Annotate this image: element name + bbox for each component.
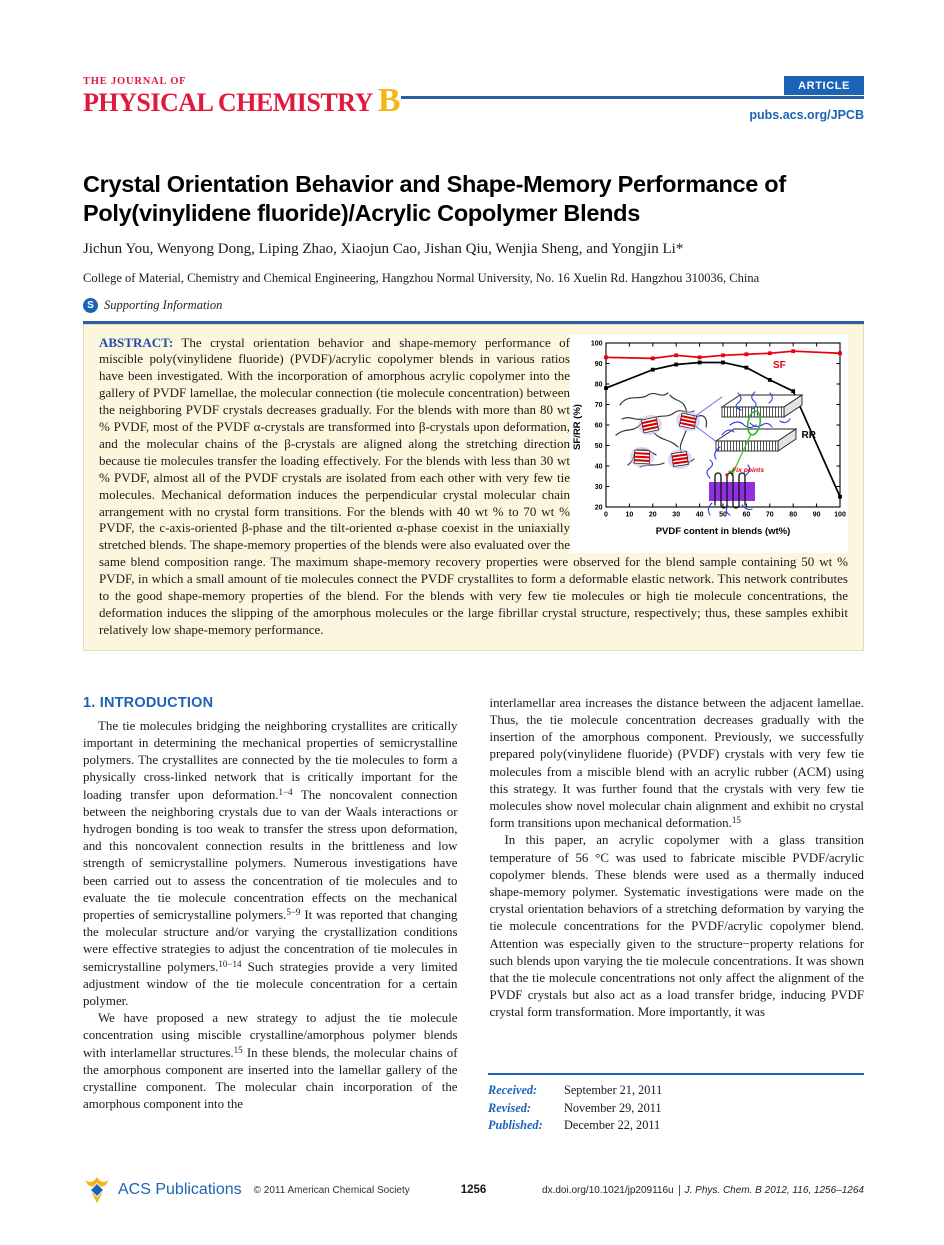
svg-text:80: 80 (594, 380, 603, 388)
published-label: Published: (488, 1118, 543, 1133)
article-title-line2: Poly(vinylidene fluoride)/Acrylic Copolymer Blends (83, 200, 640, 226)
fix-points-label: Fix points (732, 466, 765, 474)
svg-text:50: 50 (594, 442, 603, 450)
reference-superscript: 15 (233, 1044, 243, 1055)
supporting-information-link[interactable] (83, 298, 864, 313)
reference-superscript: 1−4 (278, 786, 293, 797)
intro-paragraph-1 (83, 718, 458, 1010)
svg-text:60: 60 (742, 511, 751, 518)
revised-label: Revised: (488, 1100, 532, 1115)
received-label: Received: (488, 1083, 538, 1098)
received-date: September 21, 2011 (564, 1083, 663, 1098)
article-badge: ARTICLE (784, 76, 864, 95)
svg-text:80: 80 (789, 511, 798, 518)
intro-p1-text: It was reported that changing the molecular structure and/or varying the crystallization conditions were effective strategies to adjust the concentration of tie molecules in semicrystalline polymers. (83, 908, 458, 974)
svg-text:30: 30 (594, 483, 603, 491)
received-row (488, 1082, 864, 1100)
svg-text:20: 20 (648, 511, 657, 518)
svg-text:50: 50 (719, 511, 727, 518)
intro-paragraph-2 (83, 1010, 458, 1113)
article-title-line1: Crystal Orientation Behavior and Shape-Memory Performance of (83, 171, 786, 197)
chart-inset-illustrations (616, 392, 802, 515)
masthead-rule (401, 96, 864, 99)
revised-date: November 29, 2011 (564, 1100, 662, 1115)
affiliation-line: College of Material, Chemistry and Chemical Engineering, Hangzhou Normal University, No. 16 Xuelin Rd. Hangzhou 310036, China (83, 271, 760, 285)
intro-p3-text: interlamellar area increases the distance between the adjacent lamellae. Thus, the tie molecule concentration decreases gradually with the insertion of the amorphous component. Previously, we successfully prepared poly(vinylidene fluoride) (PVDF) crystals with very few tie molecules from a miscible blend with an acrylic rubber (ACM) using this strategy. It was further found that the crystals with very few tie molecules show novel molecular chain alignment and exhibit no crystal form transitions upon mechanical deformation. (489, 695, 864, 831)
svg-text:60: 60 (594, 421, 603, 429)
svg-text:90: 90 (594, 360, 603, 368)
supporting-info-label: Supporting Information (104, 298, 223, 312)
abstract-section (83, 324, 864, 651)
intro-paragraph-4 (490, 832, 865, 1021)
introduction-section (83, 695, 864, 1141)
svg-text:20: 20 (594, 503, 603, 511)
svg-text:40: 40 (695, 511, 704, 518)
journal-logo-line1: THE JOURNAL OF (83, 76, 187, 87)
reference-superscript: 15 (731, 815, 741, 826)
acs-publications-wordmark: ACS Publications (118, 1181, 242, 1198)
x-axis-label: PVDF content in blends (wt%) (655, 525, 791, 537)
doi-text: dx.doi.org/10.1021/jp209116u (542, 1184, 674, 1196)
svg-text:100: 100 (834, 511, 846, 518)
footer-publisher (83, 1176, 410, 1204)
published-date: December 22, 2011 (564, 1118, 661, 1133)
revised-row (488, 1100, 864, 1118)
page-number: 1256 (460, 1184, 487, 1196)
svg-text:100: 100 (590, 339, 603, 347)
supporting-info-icon: S (83, 298, 98, 313)
series-label-rr: RR (801, 429, 816, 441)
intro-p4-text: In this paper, an acrylic copolymer with a glass transition temperature of 56 °C was used to fabricate miscible PVDF/acrylic copolymer blends. These blends were used as a thermally induced shape-memory polymer. Systematic investigations were made on the crystal orientation behaviors of a stretching deformation by varying the tie molecule concentrations for the PVDF/acrylic copolymer blend. Attention was especially given to the structure−property relations for such blends upon varying the tie molecule concentrations. It was shown that the tie molecule concentrations not only affect the alignment of the PVDF crystals but also act as a load transfer bridge, inducing PVDF crystal form transformation. More importantly, it was (489, 833, 864, 1020)
abstract-label: ABSTRACT: (99, 334, 174, 350)
reference-superscript: 5−9 (286, 907, 301, 918)
intro-p1-text: Such strategies provide a very limited adjustment window of the tie molecule concentration for a certain polymer. (83, 959, 458, 1009)
abstract-graphic (570, 335, 848, 553)
intro-p1-text: The noncovalent connection between the neighboring crystals due to van der Waals interactions or hydrogen bonding is too weak to transfer the stress upon deformation, and this noncovalent connection results in the brittleness and low strength of semicrystalline polymers. Numerous investigations have been carried out to assess the concentration of tie molecules and to evaluate the tie molecule concentration effects on the mechanical properties of semicrystalline polymers. (83, 787, 458, 923)
svg-text:30: 30 (672, 511, 681, 518)
series-label-sf: SF (773, 359, 786, 371)
svg-text:70: 70 (594, 401, 603, 409)
page-footer (83, 1176, 864, 1204)
published-row (488, 1117, 864, 1135)
svg-text:70: 70 (765, 511, 774, 518)
intro-p2-text: We have proposed a new strategy to adjust the tie molecule concentration using miscible crystalline/amorphous polymer blends with interlamellar structures. (83, 1011, 458, 1060)
publication-dates-box (488, 1073, 864, 1135)
journal-site-link[interactable]: pubs.acs.org/JPCB (749, 108, 864, 122)
journal-masthead (83, 76, 864, 134)
svg-text:40: 40 (594, 462, 603, 470)
reference-superscript: 10−14 (218, 958, 242, 969)
copyright-notice: © 2011 American Chemical Society (253, 1184, 410, 1196)
svg-text:90: 90 (812, 511, 821, 518)
abstract-body-text: The crystal orientation behavior and shape-memory performance of miscible poly(vinylidene fluoride) (PVDF)/acrylic copolymer blends in various ratios have been investigated. With the incorporation of amorphous acrylic copolymer into the gallery of PVDF lamellae, the molecular connection (tie molecule concentration) between the neighboring PVDF crystals decreases gradually. For the blends with more than 80 wt % PVDF, most of the PVDF α-crystals are transformed into β-crystals upon deformation, and the molecular chains of the β-crystals are aligned along the stretching direction because tie molecules transfer the loading effectively. For the blends with less than 30 wt % PVDF, almost all of the PVDF crystals are isolated from each other with very few tie molecules. Mechanical deformation induces the perpendicular crystal molecular chain arrangement with no crystal form transitions. For the blends with 40 wt % to 70 wt % PVDF, the c-axis-oriented β-phase and the tilt-oriented α-phase coexist in the uniaxially stretched blends. The shape-memory properties of the blends were also evaluated over the same blend composition range. The maximum shape-memory recovery properties were observed for the blend sample containing 50 wt % PVDF, in which a small amount of tie molecules connect the PVDF crystallites to form a deformable elastic network. This network contributes to the good shape-memory properties of the blend. For the blends with very few tie molecules or high tie molecule concentrations, the deformation induces the slipping of the amorphous molecules or the large fibrillar crystal structure, respectively; thus, these samples exhibit relatively low shape-memory performance. (99, 334, 848, 637)
section-heading-introduction: 1. INTRODUCTION (83, 694, 214, 711)
intro-paragraph-3 (490, 695, 865, 833)
journal-citation: J. Phys. Chem. B 2012, 116, 1256–1264 (684, 1184, 864, 1196)
footer-divider (679, 1185, 680, 1196)
acs-publications-logo-icon (83, 1176, 111, 1204)
journal-logo-title: PHYSICAL CHEMISTRY (83, 88, 373, 117)
y-axis-label: SF/RR (%) (572, 403, 583, 450)
authors-line: Jichun You, Wenyong Dong, Liping Zhao, Xiaojun Cao, Jishan Qiu, Wenjia Sheng, and Yongjin Li* (83, 241, 684, 257)
svg-text:10: 10 (625, 511, 634, 518)
lamellae-stack-illustration (716, 395, 802, 451)
intro-p1-text: The tie molecules bridging the neighboring crystallites are critically important in determining the mechanical properties of semicrystalline polymers. The crystallites are connected by the tie molecules to form a physically cross-linked network that is critically important for the loading transfer upon deformation. (83, 718, 458, 802)
toc-chart (570, 335, 848, 553)
footer-citation (542, 1185, 864, 1196)
journal-logo-letter: B (377, 82, 401, 119)
article-title (83, 170, 864, 228)
intro-left-column (83, 695, 458, 1141)
intro-p2-text: In these blends, the molecular chains of the amorphous component are inserted into the lamellar gallery of the crystalline component. The molecular chain incorporation of the amorphous component into the (83, 1045, 458, 1112)
svg-text:0: 0 (604, 511, 608, 518)
